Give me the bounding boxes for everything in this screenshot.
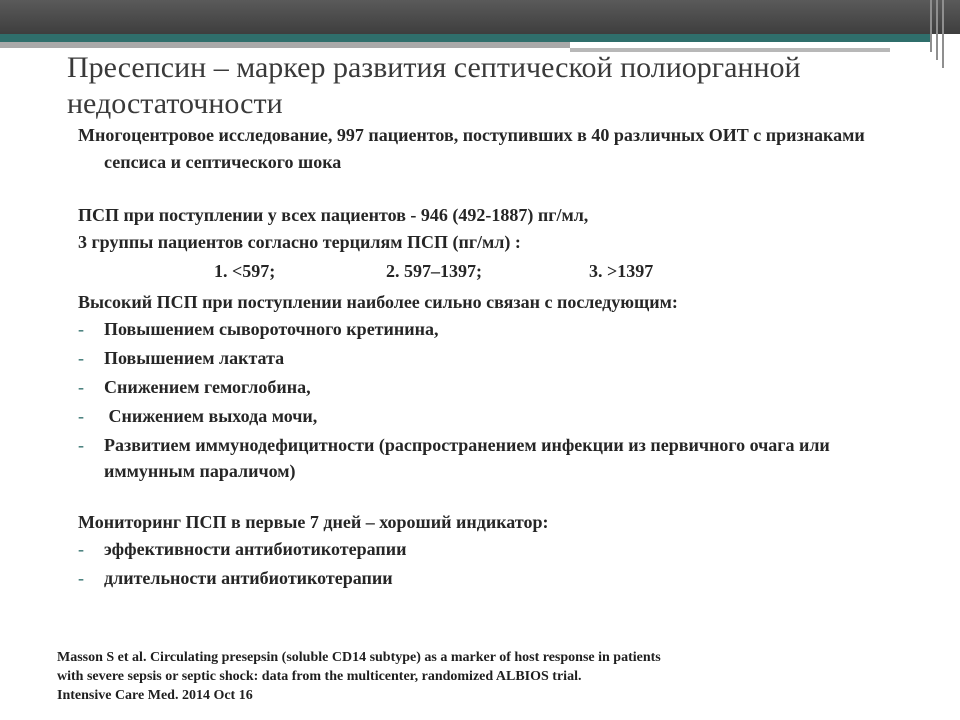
dash-bullet: - [78,568,84,588]
dash-bullet: - [78,435,84,455]
list-item: - Снижением выхода мочи, [78,403,898,429]
dash-bullet: - [78,348,84,368]
reference-line: Masson S et al. Circulating presepsin (soluble CD14 subtype) as a marker of host response in patients [57,650,661,665]
intro-text: Многоцентровое исследование, 997 пациентов, поступивших в 40 различных ОИТ с признаками сепсиса и септического шока [78,125,865,172]
psp-admission-text: ПСП при поступлении у всех пациентов - 946 (492-1887) пг/мл, [78,205,589,225]
dash-bullet: - [78,539,84,559]
slide-title: Пресепсин – маркер развития септической полиорганной недостаточности [67,51,801,120]
list-item: - Повышением сывороточного кретинина, [78,316,898,342]
association-list [78,316,898,484]
header-band [0,0,960,34]
reference-citation [57,648,857,705]
group-item: 3. >1397 [589,261,654,281]
list-item: - эффективности антибиотикотерапии [78,536,898,562]
decor-vline [936,0,938,60]
dash-bullet: - [78,319,84,339]
reference-line: with severe sepsis or septic shock: data from the multicenter, randomized ALBIOS trial. [57,669,582,684]
monitoring-list [78,536,898,591]
decor-vline [942,0,944,68]
group-item: 1. <597; [214,261,276,281]
decor-vline [930,0,932,52]
list-item: - Снижением гемоглобина, [78,374,898,400]
monitoring-heading: Мониторинг ПСП в первые 7 дней – хороший индикатор: [78,512,549,532]
reference-line: Intensive Care Med. 2014 Oct 16 [57,688,253,703]
list-item: - Повышением лактата [78,345,898,371]
dash-bullet: - [78,406,84,426]
group-item: 2. 597–1397; [386,261,482,281]
dash-bullet: - [78,377,84,397]
groups-row [78,258,898,285]
list-item: - Развитием иммунодефицитности (распространением инфекции из первичного очага или иммунным параличом) [78,432,898,484]
slide-body [78,122,898,594]
association-heading: Высокий ПСП при поступлении наиболее сильно связан с последующим: [78,292,678,312]
accent-line [0,34,930,42]
list-item: - длительности антибиотикотерапии [78,565,898,591]
divider-line [0,42,570,48]
groups-heading: 3 группы пациентов согласно терцилям ПСП (пг/мл) : [78,232,521,252]
